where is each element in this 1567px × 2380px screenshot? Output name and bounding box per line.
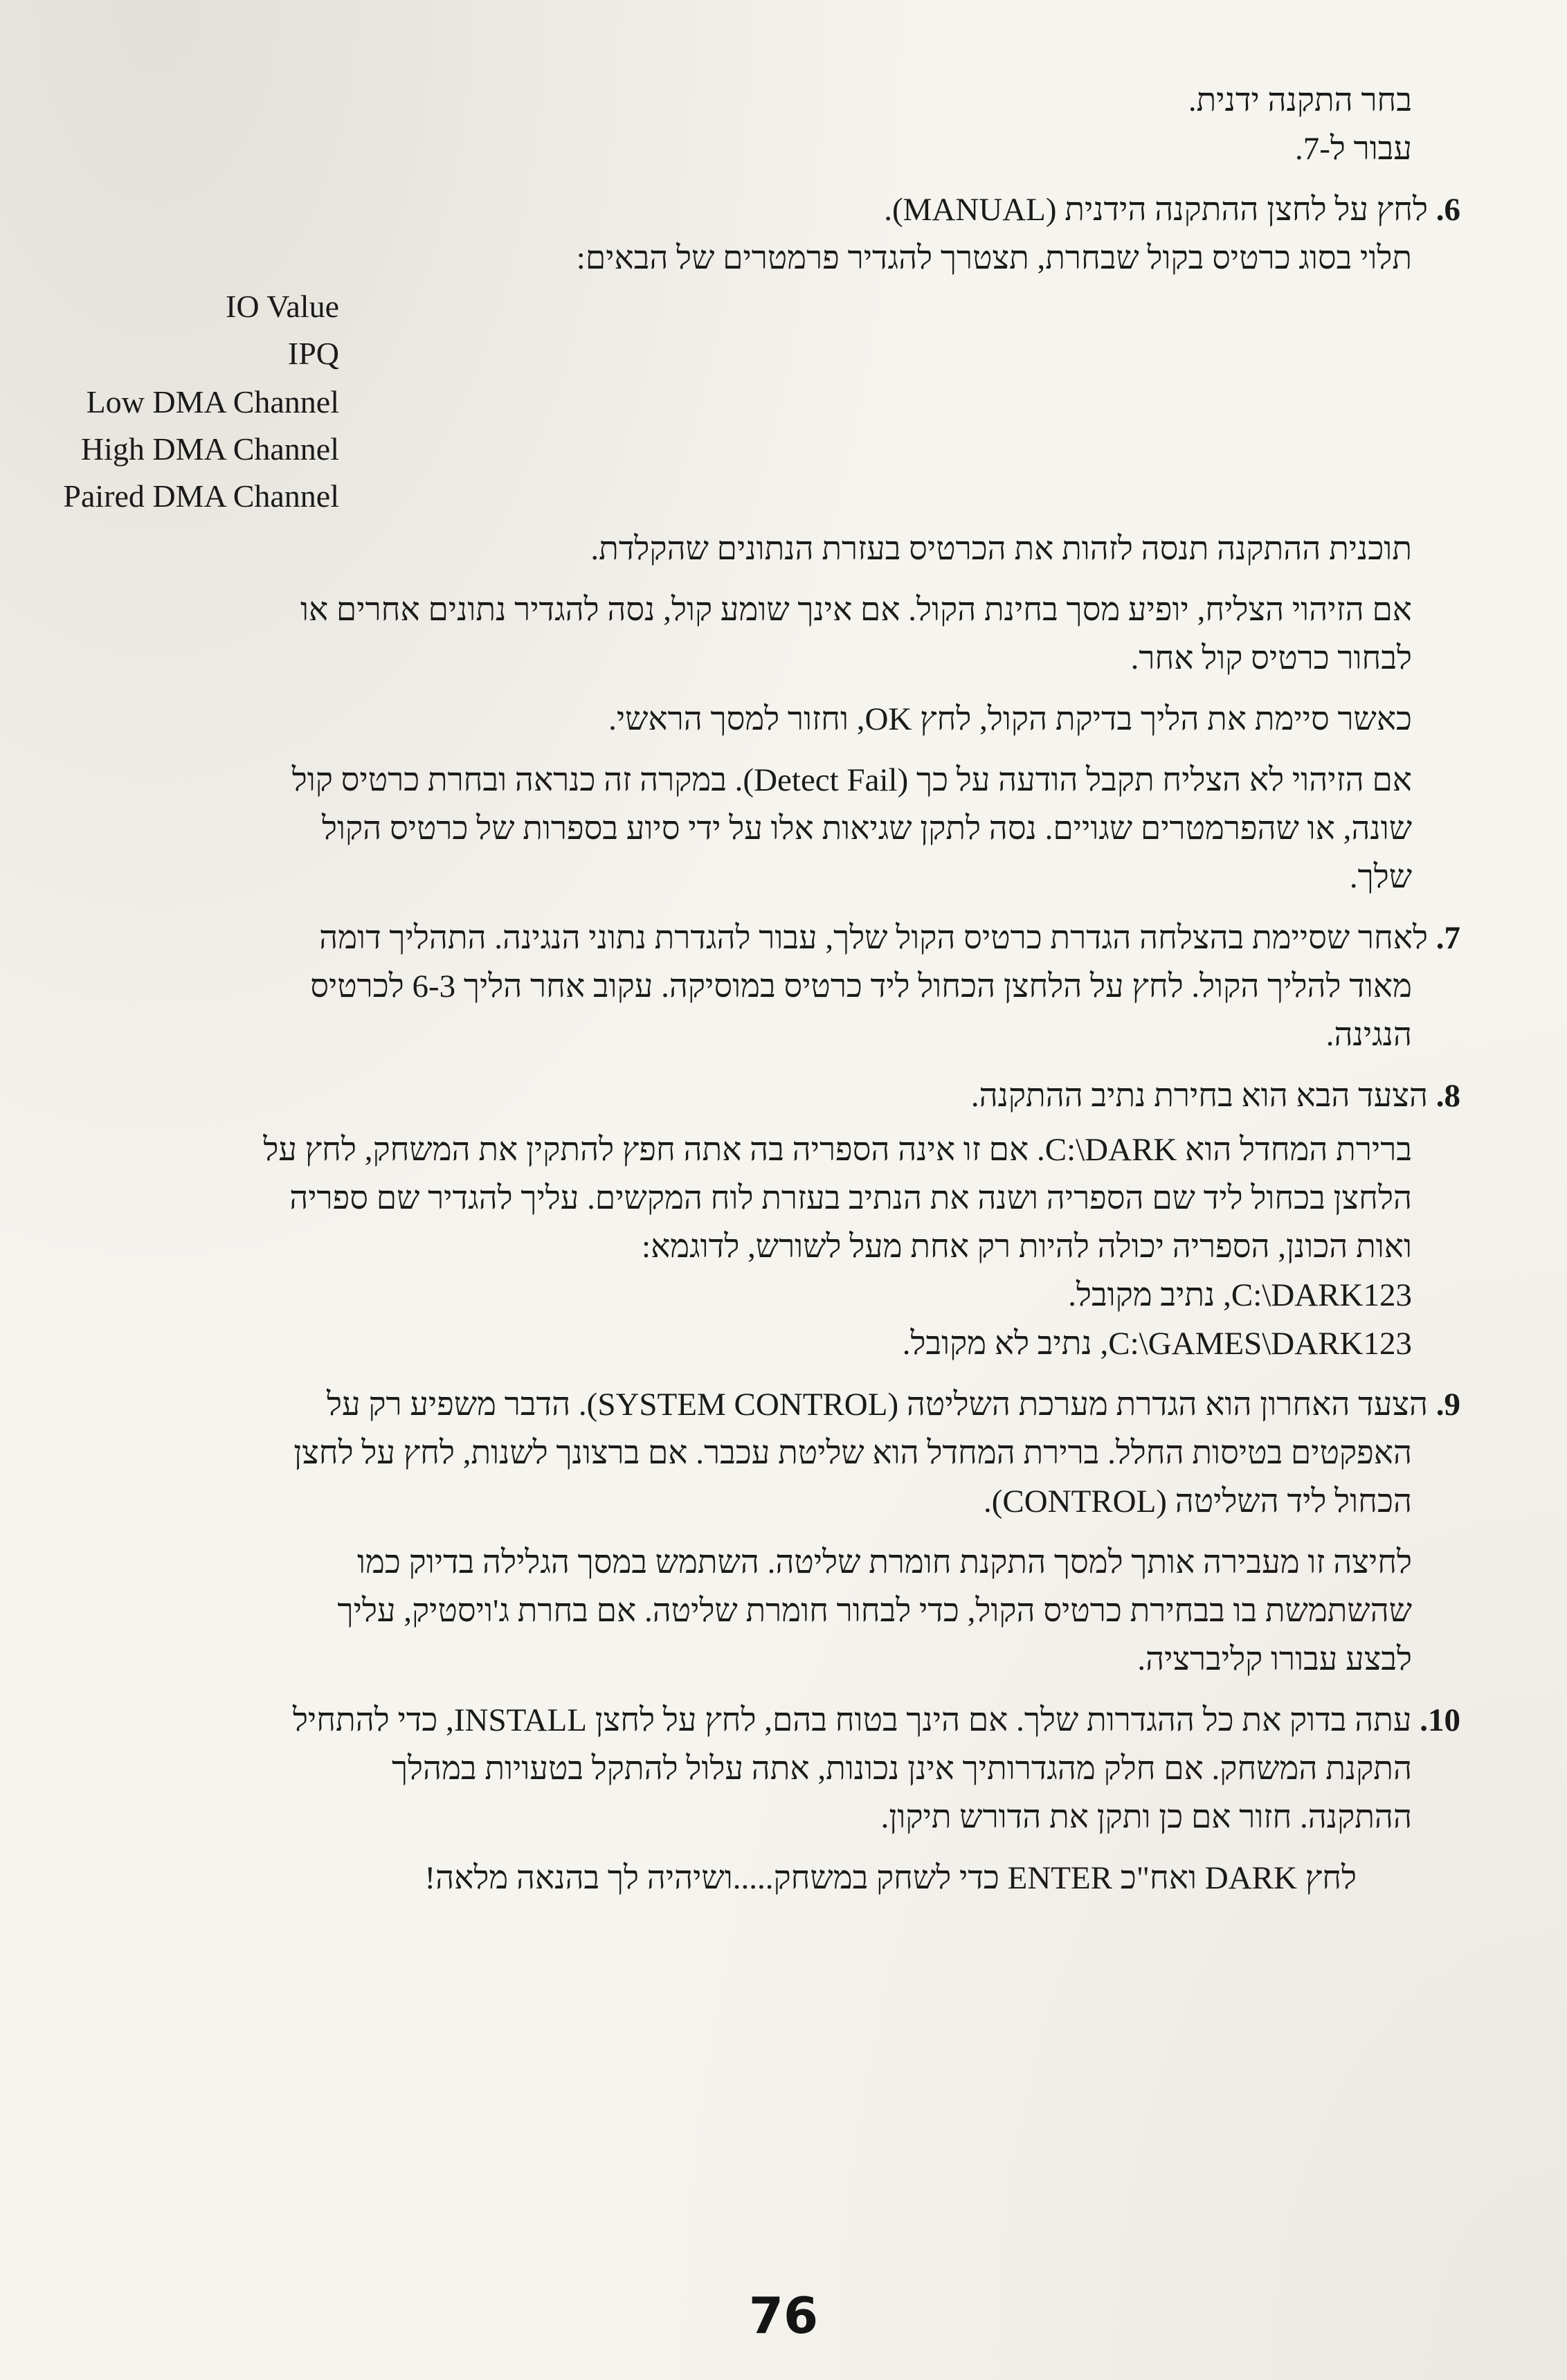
step-6-para-4-line-2: שונה, או שהפרמטרים שגויים. נסה לתקן שגיאות אלו על ידי סיוע בספרות של כרטיס הקול: [322, 811, 1412, 847]
step-8-number: 8.: [1435, 1078, 1460, 1114]
param-ipq: IPQ: [287, 336, 339, 371]
step-9-para-line-1: לחיצה זו מעבירה אותך למסך התקנת חומרת שליטה. השתמש במסך הגלילה בדיוק כמו: [356, 1544, 1412, 1580]
step-7-line-1: לאחר שסיימת בהצלחה הגדרת כרטיס הקול שלך, עבור להגדרת נתוני הנגינה. התהליך דומה: [319, 920, 1428, 956]
step-7-number: 7.: [1435, 920, 1460, 956]
page-number: 76: [748, 2287, 819, 2345]
param-low-dma: Low DMA Channel: [86, 384, 339, 420]
step-10-line-1: עתה בדוק את כל ההגדרות שלך. אם הינך בטוח בהם, לחץ על לחצן INSTALL, כדי להתחיל: [292, 1702, 1412, 1738]
step-6-line-1: לחץ על לחצן ההתקנה הידנית (MANUAL).: [884, 192, 1428, 228]
parameter-list: [63, 282, 1460, 525]
step-10-number: 10.: [1420, 1702, 1460, 1738]
step-10-line-2: התקנת המשחק. אם חלק מהגדרותיך אינן נכונות, אתה עלול להתקל בטעויות במהלך: [391, 1751, 1412, 1787]
step-6-para-3: כאשר סיימת את הליך בדיקת הקול, לחץ OK, וחזור למסך הראשי.: [608, 701, 1412, 737]
step-10-final-line: לחץ DARK ואח"כ ENTER כדי לשחק במשחק.....ושיהיה לך בהנאה מלאה!: [424, 1860, 1357, 1896]
step-8-example-valid: C:\DARK123, נתיב מקובל.: [1068, 1277, 1412, 1313]
param-io-value: IO Value: [226, 289, 339, 324]
step-10: [90, 1696, 1460, 1902]
step-6-para-1: תוכנית ההתקנה תנסה לזהות את הכרטיס בעזרת הנתונים שהקלדת.: [590, 531, 1412, 567]
step-9: [90, 1380, 1460, 1684]
document-body: [63, 76, 1460, 1902]
step-9-para-line-3: לבצע עבורו קליברציה.: [1137, 1641, 1412, 1677]
step-10-line-3: ההתקנה. חזור אם כן ותקן את הדורש תיקון.: [880, 1799, 1412, 1835]
step-6: [90, 186, 1460, 282]
step-8: [90, 1072, 1460, 1368]
step-6-line-2: תלוי בסוג כרטיס בקול שבחרת, תצטרך להגדיר פרמטרים של הבאים:: [576, 240, 1412, 276]
step-8-line-3: הלחצן בכחול ליד שם הספריה ושנה את הנתיב בעזרת לוח המקשים. עליך להגדיר שם ספריה: [289, 1180, 1412, 1216]
step-7: [90, 914, 1460, 1059]
step-6-para-2-line-1: אם הזיהוי הצליח, יופיע מסך בחינת הקול. אם אינך שומע קול, נסה להגדיר נתונים אחרים או: [300, 592, 1412, 628]
param-paired-dma: Paired DMA Channel: [63, 478, 339, 514]
intro-line-1: בחר התקנה ידנית.: [1188, 82, 1412, 118]
step-8-example-invalid: C:\GAMES\DARK123, נתיב לא מקובל.: [902, 1326, 1412, 1362]
step-6-number: 6.: [1435, 192, 1460, 228]
step-8-line-2: ברירת המחדל הוא C:\DARK. אם זו אינה הספריה בה אתה חפץ להתקין את המשחק, לחץ על: [263, 1132, 1412, 1168]
step-9-para-line-2: שהשתמשת בו בבחירת כרטיס הקול, כדי לבחור חומרת שליטה. אם בחרת ג'ויסטיק, עליך: [337, 1593, 1412, 1629]
step-6-para-4-line-1: אם הזיהוי לא הצליח תקבל הודעה על כך (Detect Fail). במקרה זה כנראה ובחרת כרטיס קול: [291, 762, 1412, 798]
step-7-line-3: הנגינה.: [1325, 1017, 1412, 1053]
intro-line-2: עבור ל-7.: [1295, 131, 1412, 167]
step-7-line-2: מאוד להליך הקול. לחץ על הלחצן הכחול ליד כרטיס במוסיקה. עקוב אחר הליך 6-3 לכרטיס: [310, 968, 1412, 1004]
param-high-dma: High DMA Channel: [80, 431, 339, 467]
step-9-number: 9.: [1435, 1387, 1460, 1423]
step-8-line-1: הצעד הבא הוא בחירת נתיב ההתקנה.: [970, 1078, 1428, 1114]
step-8-line-4: ואות הכונן, הספריה יכולה להיות רק אחת מעל לשורש, לדוגמא:: [642, 1229, 1412, 1265]
step-9-line-1: הצעד האחרון הוא הגדרת מערכת השליטה (SYSTEM CONTROL). הדבר משפיע רק על: [327, 1387, 1428, 1423]
step-6-para-4-line-3: שלך.: [1349, 859, 1412, 895]
step-9-line-3: הכחול ליד השליטה (CONTROL).: [983, 1484, 1412, 1520]
step-9-line-2: האפקטים בטיסות החלל. ברירת המחדל הוא שליטת עכבר. אם ברצונך לשנות, לחץ על לחצן: [293, 1435, 1412, 1471]
step-6-para-2-line-2: לבחור כרטיס קול אחר.: [1130, 640, 1412, 676]
